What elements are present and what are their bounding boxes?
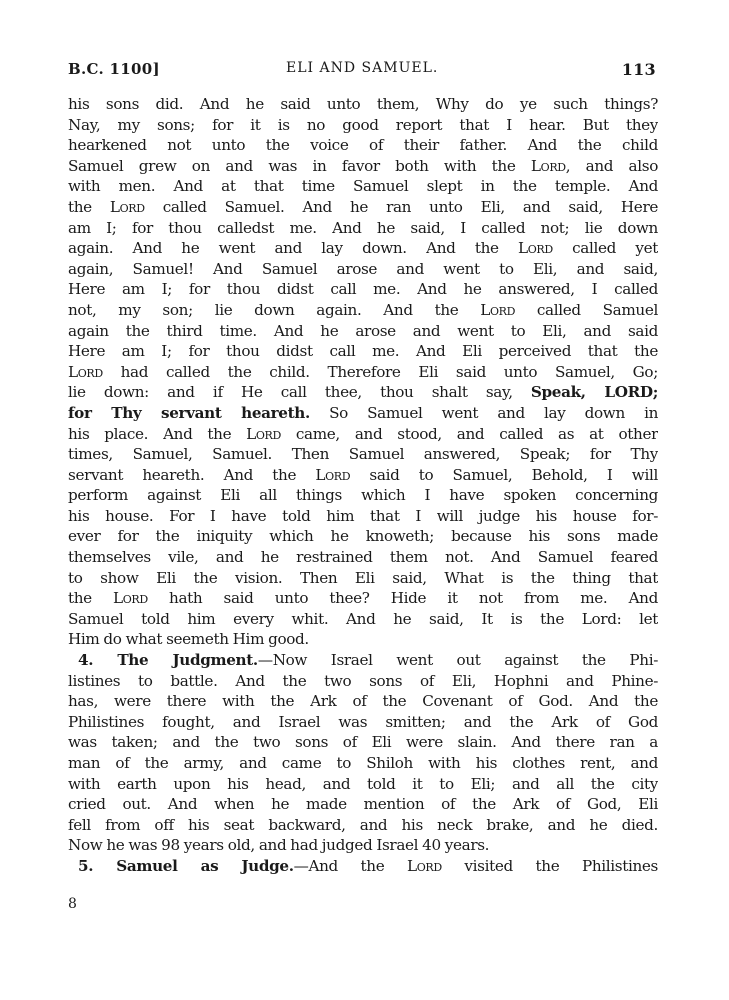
text-line	[68, 856, 658, 877]
text-segment: hearkened not unto the voice of their father. And the child	[68, 136, 658, 155]
text-line	[68, 835, 658, 856]
small-caps-text: Lord	[246, 424, 281, 443]
text-segment: the	[68, 589, 114, 608]
text-line	[68, 506, 658, 527]
text-segment: visited the Philistines	[441, 856, 658, 875]
text-line	[68, 588, 658, 609]
text-line	[68, 279, 658, 300]
text-segment: ever for the iniquity which he knoweth; because his sons made	[68, 527, 658, 546]
text-segment: servant heareth. And the	[68, 465, 316, 484]
text-segment: had called the child. Therefore Eli said unto Samuel, Go;	[102, 362, 658, 381]
text-segment: man of the army, and came to Shiloh with his clothes rent, and	[68, 754, 658, 772]
text-segment: said to Samuel, Behold, I will	[350, 465, 658, 484]
text-line	[68, 424, 658, 445]
text-line	[68, 712, 658, 733]
text-segment: Nay, my sons; for it is no good report that I hear. But they	[68, 115, 658, 134]
bold-text: Speak, LORD;	[530, 383, 658, 402]
text-segment: cried out. And when he made mention of the Ark of God, Eli	[68, 795, 658, 814]
text-line	[68, 176, 658, 197]
text-line	[68, 341, 658, 362]
text-line	[68, 197, 658, 218]
text-segment: Samuel grew on and was in favor both with the	[68, 156, 531, 175]
text-line	[68, 629, 658, 650]
text-segment: his sons did. And he said unto them, Why do ye such things?	[68, 95, 658, 113]
bold-text: 5. Samuel as Judge.	[78, 856, 294, 875]
text-line	[68, 94, 658, 115]
text-segment: called Samuel	[515, 300, 658, 319]
text-line	[68, 609, 658, 630]
text-segment: listines to battle. And the two sons of Eli, Hophni and Phine-	[68, 671, 658, 690]
text-line	[68, 465, 658, 486]
text-segment: perform against Eli all things which I have spoken concerning	[68, 486, 658, 505]
small-caps-text: Lord	[68, 362, 103, 381]
text-segment: am I; for thou calledst me. And he said, I called not; lie down	[68, 218, 658, 237]
text-line	[68, 568, 658, 589]
text-segment: Philistines fought, and Israel was smitten; and the Ark of God	[68, 712, 658, 731]
text-line	[68, 526, 658, 547]
page-number: 113	[621, 60, 656, 79]
text-line	[68, 774, 658, 795]
text-segment: , and also	[565, 156, 658, 175]
header-chapter-title: ELI AND SAMUEL.	[286, 60, 439, 76]
text-segment: —And the	[293, 856, 407, 875]
text-line	[68, 753, 658, 774]
text-segment: called yet	[552, 239, 658, 258]
bold-text: 4. The Judgment.	[78, 651, 258, 670]
small-caps-text: Lord	[518, 239, 553, 258]
text-segment: Here am I; for thou didst call me. And Eli perceived that the	[68, 342, 658, 361]
text-segment: the	[68, 197, 110, 216]
text-segment: called Samuel. And he ran unto Eli, and said, Here	[144, 197, 658, 216]
bold-text: for Thy servant heareth.	[68, 403, 310, 422]
text-segment: So Samuel went and lay down in	[309, 403, 658, 422]
text-segment: with men. And at that time Samuel slept in the temple. And	[68, 177, 658, 196]
text-segment: Him do what seemeth Him good.	[68, 630, 309, 649]
text-segment: again, Samuel! And Samuel arose and went to Eli, and said,	[68, 259, 658, 278]
text-segment: hath said unto thee? Hide it not from me. And	[147, 589, 658, 608]
text-line	[68, 321, 658, 342]
text-segment: —Now Israel went out against the Phi-	[257, 651, 658, 670]
text-line	[68, 650, 658, 671]
text-segment: his place. And the	[68, 424, 247, 443]
small-caps-text: Lord	[113, 589, 148, 608]
text-line	[68, 135, 658, 156]
text-line	[68, 671, 658, 692]
text-segment: has, were there with the Ark of the Covenant of God. And the	[68, 692, 658, 711]
text-line	[68, 300, 658, 321]
text-segment: again. And he went and lay down. And the	[68, 239, 519, 258]
text-segment: not, my son; lie down again. And the	[68, 300, 481, 319]
text-line	[68, 485, 658, 506]
small-caps-text: Lord	[480, 300, 516, 319]
text-segment: themselves vile, and he restrained them not. And Samuel feared	[68, 548, 658, 567]
text-segment: to show Eli the vision. Then Eli said, What is the thing that	[68, 568, 658, 587]
header-date: B.C. 1100]	[68, 60, 160, 78]
text-line	[68, 794, 658, 815]
text-line	[68, 218, 658, 239]
text-segment: times, Samuel, Samuel. Then Samuel answered, Speak; for Thy	[68, 445, 658, 464]
text-line	[68, 547, 658, 568]
text-line	[68, 362, 658, 383]
small-caps-text: Lord	[109, 197, 145, 216]
text-line	[68, 238, 658, 259]
small-caps-text: Lord	[530, 156, 566, 175]
text-line	[68, 403, 658, 424]
text-line	[68, 259, 658, 280]
text-line	[68, 444, 658, 465]
text-segment: Here am I; for thou didst call me. And he answered, I called	[68, 280, 658, 299]
signature-mark: 8	[68, 896, 77, 912]
text-line	[68, 382, 658, 403]
text-segment: Now he was 98 years old, and had judged Israel 40 years.	[68, 836, 490, 855]
text-segment: fell from off his seat backward, and his neck brake, and he died.	[68, 815, 658, 834]
text-segment: with earth upon his head, and told it to Eli; and all the city	[68, 774, 658, 793]
text-segment: was taken; and the two sons of Eli were slain. And there ran a	[68, 733, 658, 752]
text-line	[68, 815, 658, 836]
text-line	[68, 156, 658, 177]
text-segment: his house. For I have told him that I will judge his house for-	[68, 506, 658, 525]
running-head	[68, 60, 658, 82]
text-segment: came, and stood, and called as at other	[280, 424, 658, 443]
text-line	[68, 115, 658, 136]
small-caps-text: Lord	[315, 465, 351, 484]
text-segment: lie down: and if He call thee, thou shalt say,	[68, 383, 531, 402]
body-text	[68, 94, 658, 877]
small-caps-text: Lord	[407, 856, 442, 875]
text-segment: Samuel told him every whit. And he said, It is the Lord: let	[68, 609, 658, 628]
text-line	[68, 691, 658, 712]
text-segment: again the third time. And he arose and went to Eli, and said	[68, 321, 658, 340]
text-line	[68, 732, 658, 753]
